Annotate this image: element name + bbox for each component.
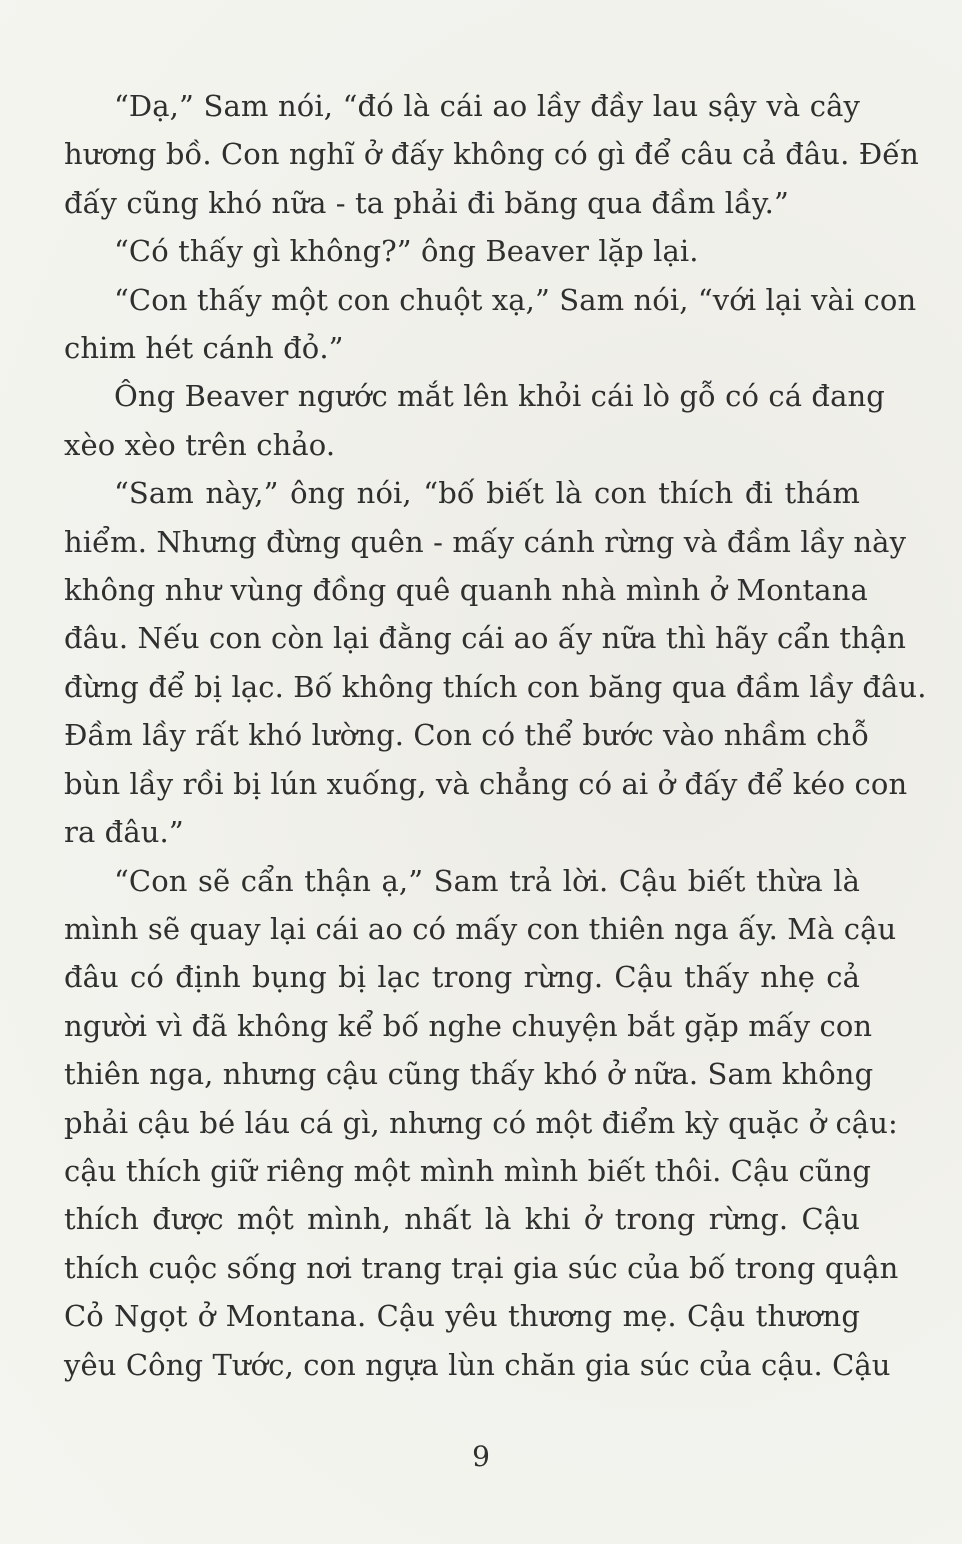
text-line: không như vùng đồng quê quanh nhà mình ở Montana	[64, 573, 868, 608]
text-line: hương bồ. Con nghĩ ở đấy không có gì để câu cả đâu. Đến	[64, 137, 919, 172]
text-line: đừng để bị lạc. Bố không thích con băng qua đầm lầy đâu.	[64, 669, 927, 704]
paragraph-3	[64, 276, 917, 373]
paragraph-6	[64, 857, 899, 1389]
text-line: đấy cũng khó nữa - ta phải đi băng qua đầm lầy.”	[64, 185, 789, 220]
text-line: Ông Beaver ngước mắt lên khỏi cái lò gỗ có cá đang	[114, 379, 885, 414]
text-line: phải cậu bé láu cá gì, nhưng có một điểm kỳ quặc ở cậu:	[64, 1105, 898, 1140]
paragraph-5	[64, 469, 927, 856]
text-line: cậu thích giữ riêng một mình mình biết thôi. Cậu cũng	[64, 1153, 872, 1188]
text-line: “Có thấy gì không?” ông Beaver lặp lại.	[114, 234, 699, 269]
text-line: thích cuộc sống nơi trang trại gia súc của bố trong quận	[64, 1250, 899, 1285]
text-line: hiểm. Nhưng đừng quên - mấy cánh rừng và đầm lầy này	[64, 524, 907, 559]
text-line: thiên nga, nhưng cậu cũng thấy khó ở nữa. Sam không	[64, 1057, 874, 1092]
text-line: ra đâu.”	[64, 815, 184, 850]
paragraph-2	[64, 227, 860, 275]
text-line: xèo xèo trên chảo.	[64, 427, 336, 462]
text-line: “Con sẽ cẩn thận ạ,” Sam trả lời. Cậu biết thừa là	[114, 863, 860, 898]
text-line: “Dạ,” Sam nói, “đó là cái ao lầy đầy lau sậy và cây	[114, 89, 860, 123]
text-line: đâu. Nếu con còn lại đằng cái ao ấy nữa thì hãy cẩn thận	[64, 621, 907, 656]
paragraph-1	[64, 82, 919, 227]
body-text	[64, 82, 927, 1389]
text-line: bùn lầy rồi bị lún xuống, và chẳng có ai ở đấy để kéo con	[64, 766, 908, 801]
text-line: thích được một mình, nhất là khi ở trong rừng. Cậu	[64, 1202, 860, 1237]
text-line: “Sam này,” ông nói, “bố biết là con thích đi thám	[114, 476, 860, 511]
text-line: mình sẽ quay lại cái ao có mấy con thiên nga ấy. Mà cậu	[64, 911, 897, 946]
text-line: đâu có định bụng bị lạc trong rừng. Cậu thấy nhẹ cả	[64, 960, 860, 995]
text-line: “Con thấy một con chuột xạ,” Sam nói, “với lại vài con	[114, 282, 917, 317]
text-line: người vì đã không kể bố nghe chuyện bắt gặp mấy con	[64, 1008, 873, 1043]
text-line: yêu Công Tước, con ngựa lùn chăn gia súc của cậu. Cậu	[64, 1347, 891, 1382]
page-number: 9	[472, 1440, 490, 1473]
text-line: Cỏ Ngọt ở Montana. Cậu yêu thương mẹ. Cậu thương	[64, 1299, 860, 1334]
paragraph-4	[64, 372, 885, 469]
text-line: Đầm lầy rất khó lường. Con có thể bước vào nhầm chỗ	[64, 718, 870, 753]
text-line: chim hét cánh đỏ.”	[64, 331, 344, 366]
